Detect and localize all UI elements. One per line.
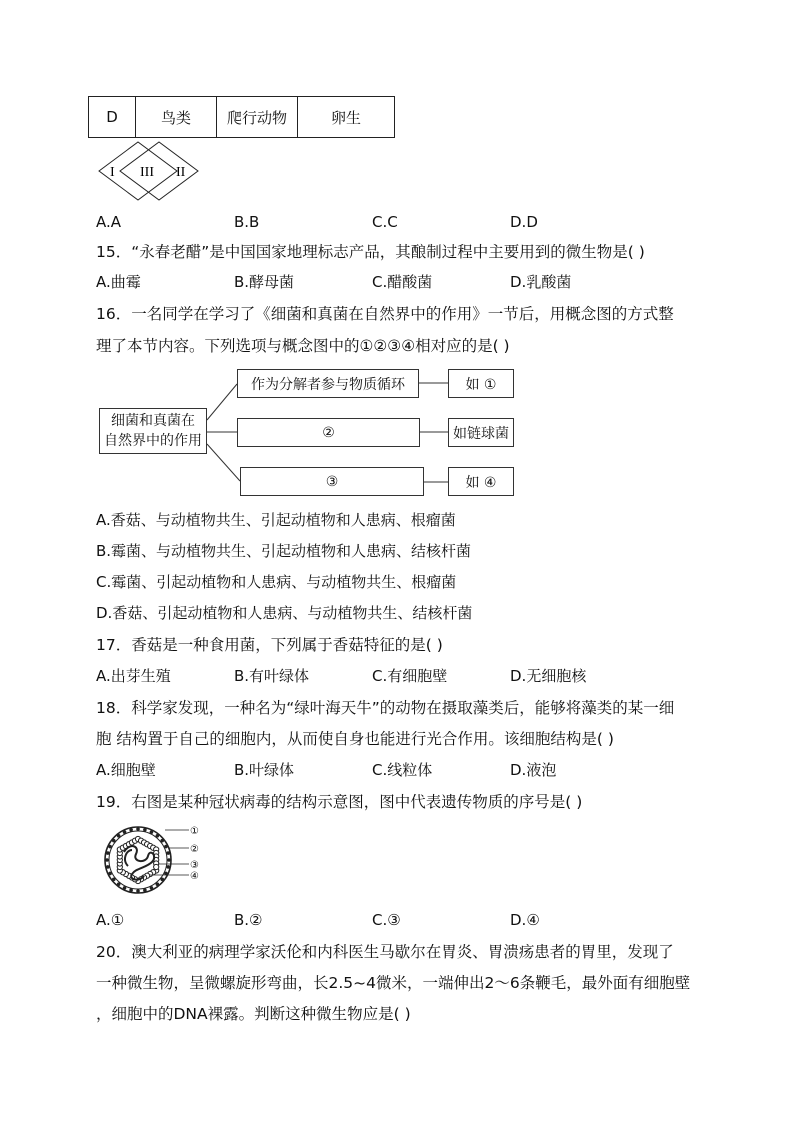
q18-option-d: D.液泡 (510, 761, 557, 779)
q20-question-line-1: 20．澳大利亚的病理学家沃伦和内科医生马歇尔在胃炎、胃溃疡患者的胃里，发现了 (96, 943, 674, 961)
q17-option-a: A.出芽生殖 (96, 667, 171, 685)
q20-question-line-3: ，细胞中的DNA裸露。判断这种微生物应是( ) (96, 1005, 411, 1023)
q14-option-b: B.B (234, 213, 260, 231)
q19-option-b: B.② (234, 911, 263, 929)
venn-label-ii: II (176, 165, 186, 180)
concept-root-line-2: 自然界中的作用 (104, 433, 202, 449)
q14-option-c: C.C (372, 213, 398, 231)
q19-option-a: A.① (96, 911, 125, 929)
q18-question-line-2: 胞 结构置于自己的细胞内，从而使自身也能进行光合作用。该细胞结构是( ) (96, 730, 614, 748)
q15-option-a: A.曲霉 (96, 273, 141, 291)
table-cell: 卵生 (330, 108, 361, 127)
concept-branch-2-example-box: 如链球菌 (448, 418, 514, 447)
figure-label-2: ② (190, 844, 199, 855)
q18-option-b: B.叶绿体 (234, 761, 295, 779)
q20-question-line-2: 一种微生物，呈微螺旋形弯曲，长2.5~4微米，一端伸出2～6条鞭毛，最外面有细胞壁 (96, 974, 691, 992)
q17-question: 17．香菇是一种食用菌，下列属于香菇特征的是( ) (96, 636, 443, 654)
q16-option-b: B.霉菌、与动植物共生、引起动植物和人患病、结核杆菌 (96, 542, 472, 560)
q17-option-c: C.有细胞壁 (372, 667, 448, 685)
concept-root-line-1: 细菌和真菌在 (111, 413, 195, 429)
figure-label-4: ④ (190, 871, 199, 882)
q17-option-d: D.无细胞核 (510, 667, 587, 685)
q19-option-c: C.③ (372, 911, 401, 929)
q15-question: 15．“永春老醋”是中国国家地理标志产品，其酿制过程中主要用到的微生物是( ) (96, 243, 645, 261)
q16-option-c: C.霉菌、引起动植物和人患病、与动植物共生、根瘤菌 (96, 573, 457, 591)
figure-label-1: ① (190, 826, 199, 837)
q19-question: 19．右图是某种冠状病毒的结构示意图，图中代表遗传物质的序号是( ) (96, 793, 583, 811)
q15-option-d: D.乳酸菌 (510, 273, 572, 291)
concept-branch-3-box: ③ (240, 467, 424, 496)
venn-label-iii: III (140, 165, 154, 180)
table-cell: 鸟类 (136, 97, 217, 137)
venn-label-i: I (110, 165, 115, 180)
q15-option-b: B.酵母菌 (234, 273, 295, 291)
q18-option-a: A.细胞壁 (96, 761, 156, 779)
concept-branch-1-box: 作为分解者参与物质循环 (237, 369, 419, 398)
q14-option-d: D.D (510, 213, 538, 231)
concept-branch-2-box: ② (237, 418, 420, 447)
table-cell: 爬行动物 (217, 97, 298, 137)
concept-branch-3-example-box: 如 ④ (448, 467, 514, 496)
q18-option-c: C.线粒体 (372, 761, 433, 779)
q16-option-d: D.香菇、引起动植物和人患病、与动植物共生、结核杆菌 (96, 604, 473, 622)
q16-question-line-2: 理了本节内容。下列选项与概念图中的①②③④相对应的是( ) (96, 337, 510, 355)
q17-option-b: B.有叶绿体 (234, 667, 310, 685)
figure-label-3: ③ (190, 860, 199, 871)
q18-question-line-1: 18．科学家发现，一种名为“绿叶海天牛”的动物在摄取藻类后，能够将藻类的某一细 (96, 699, 675, 717)
table-cell: D (89, 97, 136, 137)
q14-option-a: A.A (96, 213, 122, 231)
q16-option-a: A.香菇、与动植物共生、引起动植物和人患病、根瘤菌 (96, 511, 456, 529)
q19-option-d: D.④ (510, 911, 540, 929)
q16-question-line-1: 16．一名同学在学习了《细菌和真菌在自然界中的作用》一节后，用概念图的方式整 (96, 305, 674, 323)
q15-option-c: C.醋酸菌 (372, 273, 433, 291)
concept-branch-1-example-box: 如 ① (448, 369, 514, 398)
